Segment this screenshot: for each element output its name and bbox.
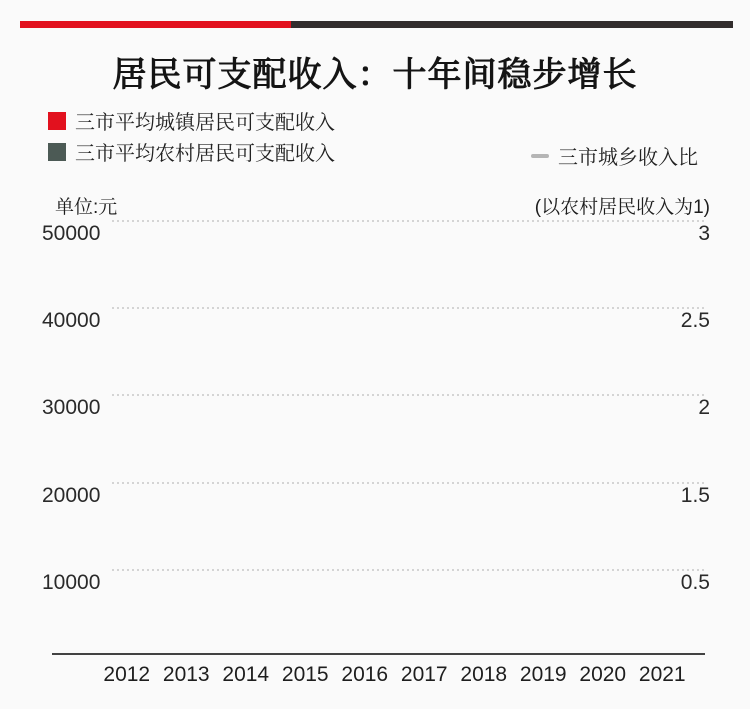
legend-label-urban: 三市平均城镇居民可支配收入: [75, 112, 335, 134]
x-tick-label: 2014: [222, 663, 270, 686]
chart-title: 居民可支配收入：十年间稳步增长: [112, 56, 638, 94]
top-accent-bar: [20, 21, 733, 28]
y-right-tick-label: 0.5: [680, 571, 710, 594]
top-accent-bar-dark-segment: [291, 21, 733, 28]
gridline-10000: [112, 569, 705, 571]
gridline-30000: [112, 394, 705, 396]
x-tick-label: 2013: [162, 663, 210, 686]
legend-item-rural-income[interactable]: [48, 137, 335, 166]
x-tick-label: 2015: [281, 663, 329, 686]
y-left-tick-label: 50000: [42, 222, 101, 245]
gridline-50000: [112, 220, 705, 222]
y-left-tick-label: 20000: [42, 484, 101, 507]
x-tick-label: 2012: [103, 663, 151, 686]
x-tick-label: 2021: [638, 663, 686, 686]
x-tick-label: 2019: [519, 663, 567, 686]
y-right-tick-label: 2.5: [680, 309, 710, 332]
ratio-line-marker-icon: [531, 154, 549, 158]
top-accent-bar-red-segment: [20, 21, 291, 28]
x-axis-line: [52, 653, 705, 655]
gridline-20000: [112, 482, 705, 484]
legend-label-rural: 三市平均农村居民可支配收入: [75, 143, 335, 165]
x-tick-label: 2017: [400, 663, 448, 686]
y-right-tick-label: 1.5: [680, 484, 710, 507]
y-left-tick-label: 30000: [42, 396, 101, 419]
y-left-tick-label: 40000: [42, 309, 101, 332]
x-tick-label: 2018: [460, 663, 508, 686]
x-axis-tick-labels: [97, 664, 692, 685]
right-axis-unit-note: (以农村居民收入为1): [534, 197, 710, 218]
legend-label-ratio: 三市城乡收入比: [558, 147, 698, 169]
y-left-tick-label: 10000: [42, 571, 101, 594]
y-right-tick-label: 2: [698, 396, 710, 419]
x-tick-label: 2020: [579, 663, 627, 686]
legend-item-income-ratio[interactable]: [531, 141, 698, 170]
x-tick-label: 2016: [341, 663, 389, 686]
left-axis-unit-note: 单位:元: [55, 197, 118, 218]
rural-income-swatch-icon: [48, 143, 66, 161]
gridline-40000: [112, 307, 705, 309]
legend-item-urban-income[interactable]: [48, 106, 335, 135]
y-right-tick-label: 3: [698, 222, 710, 245]
urban-income-swatch-icon: [48, 112, 66, 130]
